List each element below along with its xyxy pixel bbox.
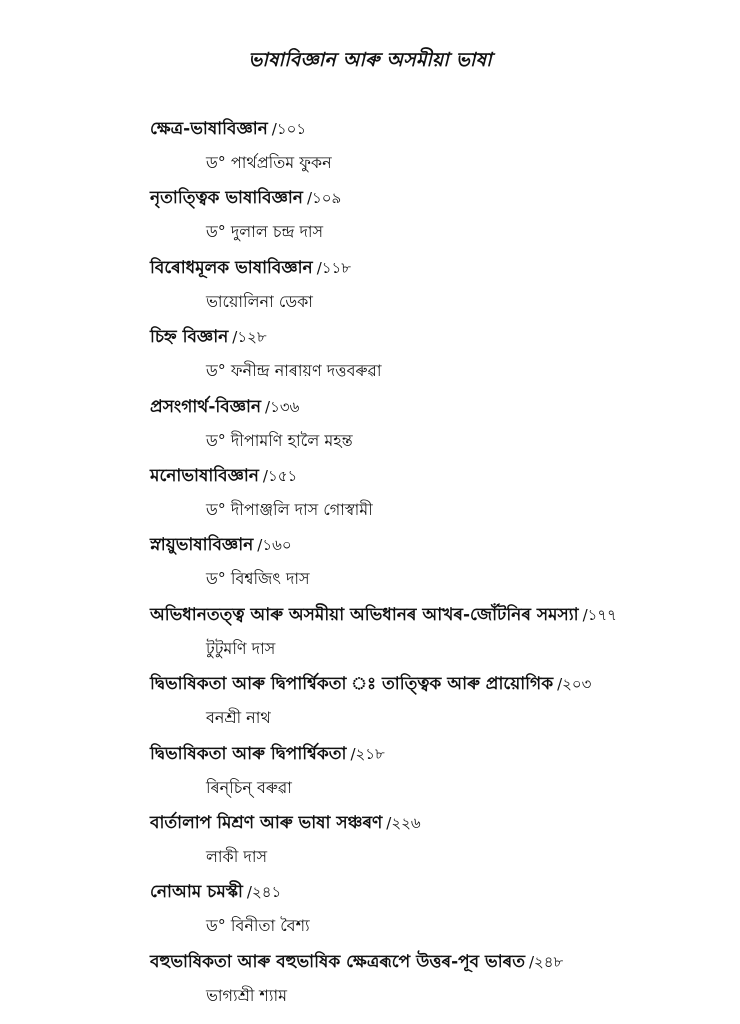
entry-page-number: ১০৯: [312, 189, 342, 208]
page-separator: /: [582, 605, 588, 624]
entry-page-number: ২৪১: [251, 883, 282, 902]
toc-entry: [150, 112, 730, 181]
entry-author: ড° দীপাঞ্জলি দাস গোস্বামী: [206, 499, 373, 519]
page-separator: /: [232, 328, 238, 347]
page-separator: /: [557, 675, 563, 694]
entry-page-number: ২১৮: [355, 744, 385, 763]
entry-title: দ্বিভাষিকতা আৰু দ্বিপাৰ্শ্বিকতা: [150, 743, 347, 764]
entry-title-line: [150, 390, 730, 424]
table-of-contents: [150, 112, 730, 1014]
entry-title: বহুভাষিকতা আৰু বহুভাষিক ক্ষেত্ৰৰূপে উত্তৰ-পূব ভাৰত: [150, 951, 525, 972]
entry-title: বাৰ্তালাপ মিশ্ৰণ আৰু ভাষা সঞ্চৰণ: [150, 812, 383, 833]
page-separator: /: [246, 883, 252, 902]
page-separator: /: [262, 466, 268, 485]
toc-entry: [150, 598, 730, 667]
entry-author: ড° পাৰ্থপ্ৰতিম ফুকন: [206, 153, 332, 172]
toc-entry: [150, 806, 730, 875]
entry-page-number: ১৩৬: [270, 397, 300, 416]
entry-author: ড° ফনীন্দ্ৰ নাৰায়ণ দত্তবৰুৱা: [206, 361, 382, 381]
toc-entry: [150, 528, 730, 597]
entry-title: অভিধানতত্ত্ব আৰু অসমীয়া অভিধানৰ আখৰ-জোঁটনিৰ সমস্যা: [150, 604, 579, 625]
entry-title: প্ৰসংগাৰ্থ-বিজ্ঞান: [150, 396, 262, 417]
entry-title-line: [150, 528, 730, 562]
toc-entry: [150, 875, 730, 944]
entry-page-number: ১০১: [276, 120, 307, 138]
entry-author: ভায়োলিনা ডেকা: [206, 291, 313, 311]
entry-page-number: ২২৬: [391, 813, 421, 832]
entry-author: ভাগ্যশ্ৰী শ্যাম: [206, 985, 288, 1005]
entry-title-line: [150, 598, 730, 632]
entry-author: বনশ্ৰী নাথ: [206, 708, 271, 728]
entry-page-number: ২০৩: [562, 675, 592, 694]
page-separator: /: [350, 744, 356, 763]
entry-title-line: [150, 667, 730, 701]
entry-author: ড° বিশ্বজিৎ দাস: [206, 569, 310, 589]
page-separator: /: [265, 397, 271, 416]
toc-entry: [150, 181, 730, 250]
entry-title-line: [150, 737, 730, 771]
entry-title-line: [150, 945, 730, 979]
entry-title-line: [150, 181, 730, 215]
page-separator: /: [316, 258, 322, 277]
entry-title-line: [150, 251, 730, 285]
entry-title-line: [150, 320, 730, 354]
toc-entry: [150, 945, 730, 1014]
entry-title: নৃতাত্ত্বিক ভাষাবিজ্ঞান: [150, 188, 303, 209]
entry-author: লাকী দাস: [206, 846, 268, 866]
entry-title-line: [150, 875, 730, 909]
entry-author: ড° দুলাল চন্দ্ৰ দাস: [206, 222, 324, 242]
entry-title-line: [150, 112, 730, 146]
page-header: ভাষাবিজ্ঞান আৰু অসমীয়া ভাষা: [248, 49, 492, 71]
entry-page-number: ২৪৮: [534, 952, 564, 971]
entry-title-line: [150, 806, 730, 840]
entry-title: মনোভাষাবিজ্ঞান: [150, 465, 259, 486]
entry-page-number: ১৫১: [267, 466, 298, 485]
page-separator: /: [257, 536, 263, 555]
toc-entry: [150, 737, 730, 806]
entry-page-number: ১১৮: [321, 258, 351, 277]
entry-author: ড° দীপামণি হালৈ মহন্ত: [206, 430, 353, 450]
entry-page-number: ১৬০: [262, 536, 292, 555]
page-separator: /: [306, 189, 312, 208]
toc-entry: [150, 667, 730, 736]
toc-entry: [150, 320, 730, 389]
entry-page-number: ১৭৭: [587, 605, 617, 624]
entry-author: ৰিন্‌চিন্ বৰুৱা: [206, 777, 292, 797]
entry-title-line: [150, 459, 730, 493]
entry-title: নোআম চমস্কী: [150, 882, 243, 903]
toc-entry: [150, 390, 730, 459]
page-separator: /: [386, 813, 392, 832]
entry-title: স্নায়ুভাষাবিজ্ঞান: [150, 535, 254, 556]
entry-author: টুটুমণি দাস: [206, 638, 276, 658]
entry-title: বিৰোধমূলক ভাষাবিজ্ঞান: [150, 257, 313, 278]
toc-entry: [150, 251, 730, 320]
page-separator: /: [271, 120, 277, 138]
entry-author: ড° বিনীতা বৈশ্য: [206, 916, 310, 936]
entry-page-number: ১২৮: [237, 328, 267, 347]
entry-title: দ্বিভাষিকতা আৰু দ্বিপাৰ্শ্বিকতা ঃ তাত্ত্বিক আৰু প্ৰায়োগিক: [150, 674, 554, 695]
page-separator: /: [528, 952, 535, 971]
entry-title: চিহ্ন বিজ্ঞান: [150, 327, 229, 348]
entry-title: ক্ষেত্ৰ-ভাষাবিজ্ঞান: [150, 119, 268, 139]
toc-entry: [150, 459, 730, 528]
